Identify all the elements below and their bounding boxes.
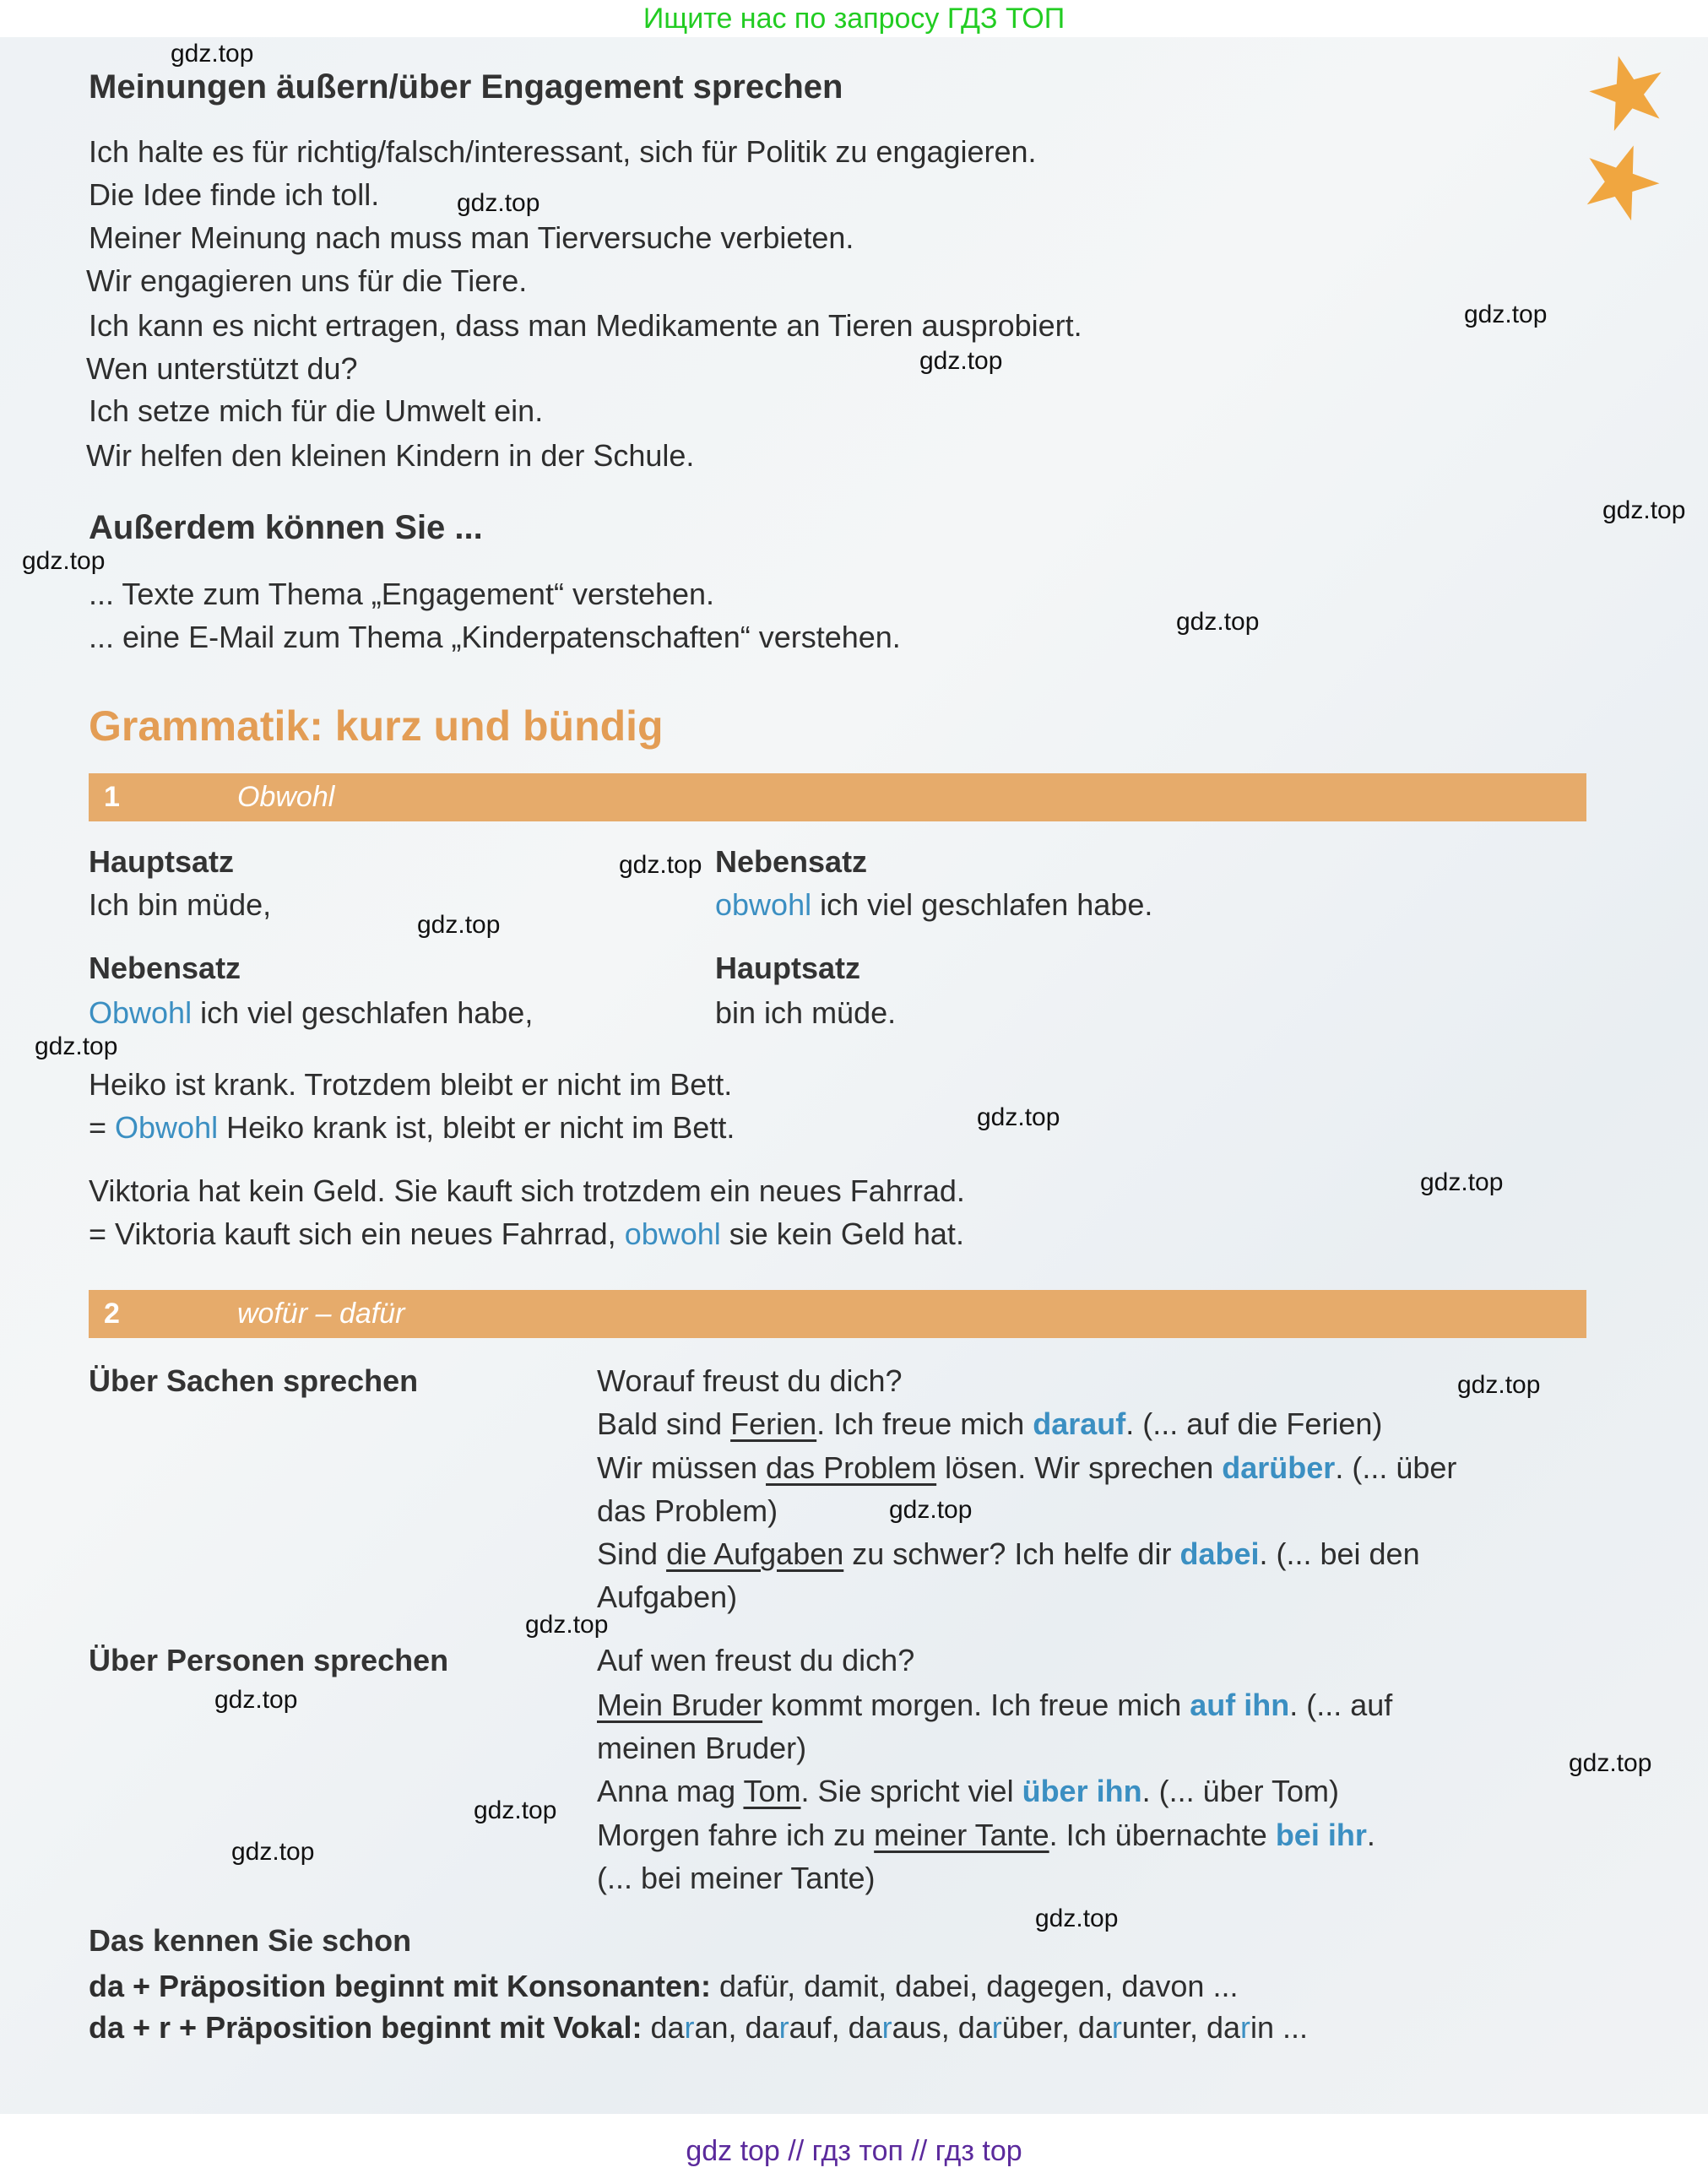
example-text (597, 1684, 1392, 1726)
example-text (89, 992, 533, 1034)
highlighted-word: r (1240, 2010, 1251, 2045)
highlighted-word: dabei (1179, 1536, 1260, 1571)
phrase-line: Meiner Meinung nach muss man Tierversuche verbieten. (89, 220, 854, 255)
text-segment: Viktoria hat kein Geld. Sie kauft sich trotzdem ein neues Fahrrad. (89, 1173, 965, 1208)
highlighted-word: Obwohl (89, 995, 192, 1030)
text-segment: Wir müssen (597, 1450, 767, 1485)
highlighted-word: bei ihr (1275, 1818, 1367, 1852)
phrase-line: Die Idee finde ich toll. (89, 177, 380, 212)
text-segment: Aufgaben) (597, 1580, 738, 1614)
text-segment: = Viktoria kauft sich ein neues Fahrrad, (89, 1217, 625, 1251)
watermark: gdz.top (1464, 301, 1548, 328)
star-icon (1587, 51, 1668, 132)
watermark: gdz.top (1176, 608, 1260, 636)
text-segment: . (... auf die Ferien) (1125, 1406, 1383, 1441)
highlighted-word: darauf (1033, 1406, 1126, 1441)
text-segment: ich viel geschlafen habe, (192, 995, 534, 1030)
text-segment: da + Präposition beginnt mit Konsonanten: (89, 1969, 712, 2003)
phrase-line: Wir helfen den kleinen Kindern in der Schule. (86, 438, 695, 473)
text-segment: = (89, 1110, 116, 1145)
footer-links[interactable]: gdz top // гдз топ // гдз top (686, 2135, 1022, 2167)
highlighted-word: obwohl (715, 887, 812, 922)
text-segment: Heiko krank ist, bleibt er nicht im Bett. (218, 1110, 735, 1145)
text-segment: . (... auf (1289, 1688, 1393, 1722)
section-title-also: Außerdem können Sie ... (89, 509, 483, 546)
text-segment: da + r + Präposition beginnt mit Vokal: (89, 2010, 643, 2045)
highlighted-word: auf ihn (1190, 1688, 1290, 1722)
text-segment: Worauf freust du dich? (597, 1363, 903, 1398)
example-text (597, 1727, 806, 1769)
text-segment: . Sie spricht viel (800, 1774, 1022, 1808)
bar-label: wofür – dafür (237, 1298, 405, 1330)
text-segment: meinen Bruder) (597, 1731, 807, 1765)
watermark: gdz.top (889, 1496, 973, 1524)
watermark: gdz.top (1569, 1749, 1652, 1777)
text-segment: . (... über (1335, 1450, 1457, 1485)
bar-number: 2 (104, 1298, 120, 1330)
text-segment: . Ich übernachte (1049, 1818, 1276, 1852)
phrase-line: Ich setze mich für die Umwelt ein. (89, 393, 544, 428)
search-banner[interactable]: Ищите нас по запросу ГДЗ ТОП (643, 3, 1065, 35)
example-text (715, 884, 1152, 926)
example-text (597, 1857, 875, 1899)
known-title: Das kennen Sie schon (89, 1923, 412, 1958)
highlighted-word: r (991, 2010, 1002, 2045)
text-segment: Sind (597, 1536, 667, 1571)
text-segment: dafür, damit, dabei, dagegen, davon ... (711, 1969, 1239, 2003)
highlighted-word: r (684, 2010, 695, 2045)
text-segment: . (... über Tom) (1141, 1774, 1339, 1808)
underlined-phrase: meiner Tante (874, 1818, 1049, 1852)
skill-line: ... eine E-Mail zum Thema „Kinderpatenschaften“ verstehen. (89, 620, 901, 654)
watermark: gdz.top (977, 1103, 1060, 1131)
example-text (597, 1360, 903, 1402)
star-icon (1581, 139, 1662, 220)
grammar-title: Grammatik: kurz und bündig (89, 702, 664, 750)
highlighted-word: r (881, 2010, 892, 2045)
text-segment: . (1366, 1818, 1375, 1852)
text-segment: das Problem) (597, 1493, 778, 1528)
example-text (597, 1403, 1382, 1445)
label-nebensatz: Nebensatz (89, 951, 241, 985)
text-segment: über, da (1001, 2010, 1112, 2045)
example-text (597, 1576, 737, 1618)
grammar-bar-2 (89, 1290, 1586, 1338)
text-segment: zu schwer? Ich helfe dir (843, 1536, 1180, 1571)
example-text (597, 1533, 1420, 1575)
watermark: gdz.top (1035, 1905, 1119, 1932)
label-hauptsatz: Hauptsatz (89, 844, 235, 879)
text-segment: Anna mag (597, 1774, 744, 1808)
bar-number: 1 (104, 781, 120, 813)
watermark: gdz.top (417, 911, 501, 939)
phrase-line: Ich kann es nicht ertragen, dass man Medikamente an Tieren ausprobiert. (89, 308, 1082, 343)
watermark: gdz.top (1602, 496, 1686, 524)
highlighted-word: r (778, 2010, 789, 2045)
watermark: gdz.top (231, 1838, 315, 1866)
watermark: gdz.top (171, 40, 254, 68)
text-segment: da (642, 2010, 685, 2045)
watermark: gdz.top (1420, 1168, 1504, 1196)
text-segment: . Ich freue mich (816, 1406, 1033, 1441)
text-segment: Auf wen freust du dich? (597, 1643, 915, 1677)
highlighted-word: über ihn (1022, 1774, 1142, 1808)
example-text (89, 1064, 732, 1106)
example-text (597, 1770, 1339, 1813)
text-segment: Bald sind (597, 1406, 731, 1441)
example-text (89, 1170, 965, 1212)
text-segment: Morgen fahre ich zu (597, 1818, 875, 1852)
text-segment: kommt morgen. Ich freue mich (762, 1688, 1190, 1722)
underlined-phrase: das Problem (766, 1450, 937, 1485)
phrase-line: Wen unterstützt du? (86, 351, 358, 386)
underlined-phrase: Mein Bruder (597, 1688, 763, 1722)
watermark: gdz.top (1457, 1371, 1541, 1399)
text-segment: an, da (694, 2010, 779, 2045)
text-segment: sie kein Geld hat. (720, 1217, 964, 1251)
highlighted-word: darüber (1222, 1450, 1336, 1485)
watermark: gdz.top (35, 1032, 118, 1060)
underlined-phrase: Tom (743, 1774, 801, 1808)
text-segment: . (... bei den (1259, 1536, 1420, 1571)
watermark: gdz.top (22, 547, 106, 575)
highlighted-word: Obwohl (115, 1110, 219, 1145)
highlighted-word: obwohl (624, 1217, 721, 1251)
example-text: Ich bin müde, (89, 887, 272, 922)
underlined-phrase: die Aufgaben (666, 1536, 844, 1571)
text-segment: unter, da (1121, 2010, 1241, 2045)
watermark: gdz.top (619, 851, 702, 879)
text-segment: auf, da (789, 2010, 882, 2045)
label-persons: Über Personen sprechen (89, 1643, 449, 1677)
example-text (89, 1107, 735, 1149)
label-nebensatz: Nebensatz (715, 844, 868, 879)
section-title-opinions: Meinungen äußern/über Engagement sprechen (89, 68, 843, 106)
grammar-bar-1 (89, 773, 1586, 821)
phrase-line: Wir engagieren uns für die Tiere. (86, 263, 528, 298)
example-text (597, 1447, 1456, 1489)
example-text (597, 1490, 778, 1532)
text-segment: lösen. Wir sprechen (936, 1450, 1223, 1485)
highlighted-word: r (1111, 2010, 1122, 2045)
example-text: bin ich müde. (715, 995, 897, 1030)
watermark: gdz.top (919, 347, 1003, 375)
example-text (597, 1639, 914, 1682)
text-segment: ich viel geschlafen habe. (811, 887, 1153, 922)
rule-line (89, 1965, 1238, 2008)
example-text (597, 1814, 1375, 1856)
example-text (89, 1213, 964, 1255)
text-segment: aus, da (892, 2010, 992, 2045)
text-segment: Heiko ist krank. Trotzdem bleibt er nicht im Bett. (89, 1067, 733, 1102)
label-hauptsatz: Hauptsatz (715, 951, 861, 985)
watermark: gdz.top (214, 1686, 298, 1714)
watermark: gdz.top (525, 1611, 609, 1639)
watermark: gdz.top (474, 1796, 557, 1824)
watermark: gdz.top (457, 189, 540, 217)
text-segment: in ... (1250, 2010, 1309, 2045)
label-things: Über Sachen sprechen (89, 1363, 419, 1398)
phrase-line: Ich halte es für richtig/falsch/interessant, sich für Politik zu engagieren. (89, 134, 1037, 169)
underlined-phrase: Ferien (730, 1406, 817, 1441)
bar-label: Obwohl (237, 781, 335, 813)
skill-line: ... Texte zum Thema „Engagement“ verstehen. (89, 577, 715, 611)
text-segment: (... bei meiner Tante) (597, 1861, 876, 1895)
rule-line (89, 2007, 1308, 2049)
